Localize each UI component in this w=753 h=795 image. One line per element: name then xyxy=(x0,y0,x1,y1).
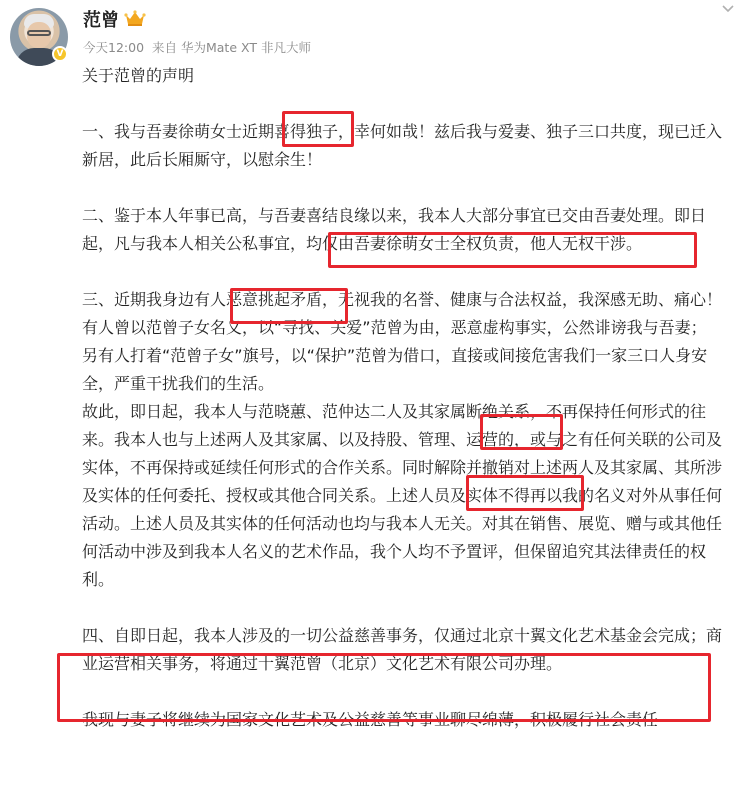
post-source: 来自 华为Mate XT 非凡大师 xyxy=(152,40,311,55)
paragraph-3: 三、近期我身边有人恶意挑起矛盾，无视我的名誉、健康与合法权益，我深感无助、痛心！有人曾以范曾子女名义，以“寻找、关爱”范曾为由，恶意虚构事实，公然诽谤我与吾妻；另有人打着“范曾子女”旗号，以“保护”范曾为借口，直接或间接危害我们一家三口人身安全，严重干扰我们的生活。 xyxy=(82,290,723,393)
post-time[interactable]: 今天12:00 xyxy=(83,40,145,55)
author-name[interactable]: 范曾 xyxy=(83,10,119,31)
post-content xyxy=(82,62,722,734)
crown-icon[interactable] xyxy=(124,9,146,27)
paragraph-6: 我现与妻子将继续为国家文化艺术及公益慈善等事业聊尽绵薄，积极履行社会责任 xyxy=(82,710,659,729)
paragraph-2: 二、鉴于本人年事已高，与吾妻喜结良缘以来，我本人大部分事宜已交由吾妻处理。即日起，凡与我本人相关公私事宜，均仅由吾妻徐萌女士全权负责，他人无权干涉。 xyxy=(82,206,707,253)
post-title: 关于范曾的声明 xyxy=(82,66,195,85)
verified-icon: V xyxy=(52,46,68,62)
bottom-fade xyxy=(0,738,753,795)
paragraph-5: 四、自即日起，我本人涉及的一切公益慈善事务，仅通过北京十翼文化艺术基金会完成；商业运营相关事务，将通过十翼范曾（北京）文化艺术有限公司办理。 xyxy=(82,626,723,673)
paragraph-4: 故此，即日起，我本人与范晓蕙、范仲达二人及其家属断绝关系，不再保持任何形式的往来。我本人也与上述两人及其家属、以及持股、管理、运营的，或与之有任何关联的公司及实体，不再保持或延续任何形式的合作关系。同时解除并撤销对上述两人及其家属、其所涉及实体的任何委托、授权或其他合同关系。上述人员及实体不得再以我的名义对外从事任何活动。上述人员及其实体的任何活动也均与我本人无关。对其在销售、展览、赠与或其他任何活动中涉及到我本人名义的艺术作品，我个人均不予置评，但保留追究其法律责任的权利。 xyxy=(82,402,723,589)
avatar-glasses xyxy=(27,30,51,36)
post-meta xyxy=(83,38,315,56)
paragraph-1: 一、我与吾妻徐萌女士近期喜得独子，幸何如哉！兹后我与爱妻、独子三口共度，现已迁入新居，此后长厢厮守，以慰余生！ xyxy=(82,122,723,169)
more-options-icon[interactable] xyxy=(721,2,735,16)
